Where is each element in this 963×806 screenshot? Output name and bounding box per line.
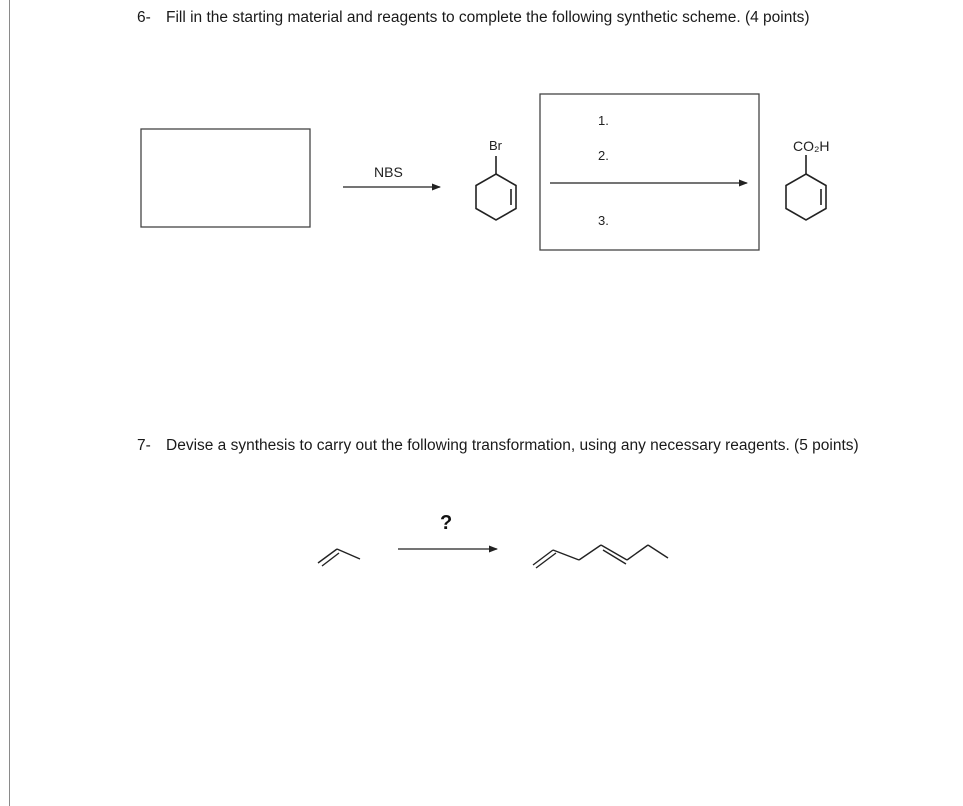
question-text: Devise a synthesis to carry out the following transformation, using any necessary reagents. (5 points) <box>166 437 859 454</box>
reagent-step-2: 2. <box>598 148 609 163</box>
propene-structure <box>318 549 360 566</box>
question-number: 7- <box>137 437 151 454</box>
cyclohexene-carboxylic-acid-structure <box>786 155 826 220</box>
diene-product-structure <box>533 545 668 568</box>
question-text: Fill in the starting material and reagents to complete the following synthetic scheme. (4 points) <box>166 9 810 26</box>
reagent-step-1: 1. <box>598 113 609 128</box>
bromo-substituent-label: Br <box>489 138 502 153</box>
reagent-step-3: 3. <box>598 213 609 228</box>
carboxylic-acid-label: CO₂H <box>793 138 830 154</box>
reagents-answer-box[interactable] <box>540 94 759 250</box>
bromocyclohexene-structure <box>476 156 516 220</box>
unknown-reagents-label: ? <box>440 512 453 534</box>
starting-material-answer-box[interactable] <box>141 129 310 227</box>
reagent-label-nbs: NBS <box>374 164 403 180</box>
question-number: 6- <box>137 9 151 26</box>
